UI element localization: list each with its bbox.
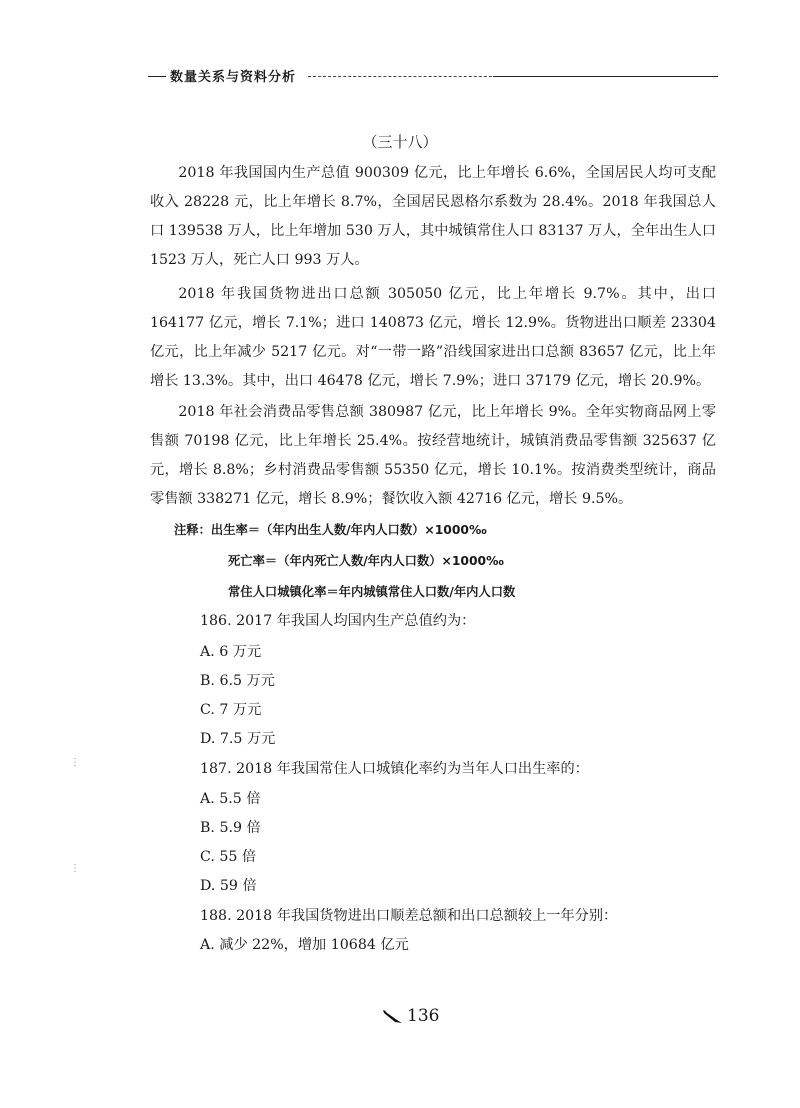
question-188-option-a: A. 减少 22%，增加 10684 亿元 [200, 937, 409, 953]
page-number: 136 [407, 1006, 440, 1026]
question-188-stem: 188. 2018 年我国货物进出口顺差总额和出口总额较上一年分别： [200, 908, 618, 924]
page-footer [382, 1006, 439, 1026]
paragraph-retail: 2018 年社会消费品零售总额 380987 亿元，比上年增长 9%。全年实物商品网上零售额 70198 亿元，比上年增长 25.4%。按经营地统计，城镇消费品零售额 325637 亿元，增长 8.8%；乡村消费品零售额 55350 亿元，增长 10.1%。按消费类型统计，商品零售额 338271 亿元，增长 8.9%；餐饮收入额 42716 亿元，增长 9.5%。 [150, 404, 716, 507]
paragraph-trade: 2018 年我国货物进出口总额 305050 亿元，比上年增长 9.7%。其中，出口 164177 亿元，增长 7.1%；进口 140873 亿元，增长 12.9%。货物进出口顺差 23304 亿元，比上年减少 5217 亿元。对“一带一路”沿线国家进出口总额 83657 亿元，比上年增长 13.3%。其中，出口 46478 亿元，增长 7.9%；进口 37179 亿元，增长 20.9%。 [150, 286, 716, 389]
running-header [148, 66, 718, 88]
question-187-option-c: C. 55 倍 [200, 849, 257, 865]
question-186-option-c: C. 7 万元 [200, 702, 262, 718]
margin-dots: ⋮ [70, 757, 80, 768]
question-186-stem: 186. 2017 年我国人均国内生产总值约为： [200, 613, 476, 629]
header-tick [148, 76, 166, 77]
note-birth-rate: 注释：出生率＝（年内出生人数/年内人口数）×1000‰ [174, 523, 487, 537]
question-187-option-a: A. 5.5 倍 [200, 791, 261, 807]
header-title: 数量关系与资料分析 [170, 70, 297, 85]
note-urbanization-rate: 常住人口城镇化率＝年内城镇常住人口数/年内人口数 [228, 585, 516, 599]
question-187-option-d: D. 59 倍 [200, 878, 257, 894]
section-title: （三十八） [362, 133, 438, 151]
question-187-stem: 187. 2018 年我国常住人口城镇化率约为当年人口出生率的： [200, 761, 589, 777]
note-death-rate: 死亡率＝（年内死亡人数/年内人口数）×1000‰ [228, 554, 504, 568]
header-rule [493, 76, 718, 77]
question-186-option-d: D. 7.5 万元 [200, 731, 276, 747]
paragraph-gdp-population: 2018 年我国国内生产总值 900309 亿元，比上年增长 6.6%，全国居民人均可支配收入 28228 元，比上年增长 8.7%，全国居民恩格尔系数为 28.4%。2018 年我国总人口 139538 万人，比上年增加 530 万人，其中城镇常住人口 83137 万人，全年出生人口 1523 万人，死亡人口 993 万人。 [150, 165, 716, 268]
question-187-option-b: B. 5.9 倍 [200, 820, 261, 836]
pen-nib-icon [382, 1008, 404, 1024]
margin-dots: ⋮ [70, 863, 80, 874]
question-186-option-a: A. 6 万元 [200, 644, 262, 660]
question-186-option-b: B. 6.5 万元 [200, 673, 275, 689]
